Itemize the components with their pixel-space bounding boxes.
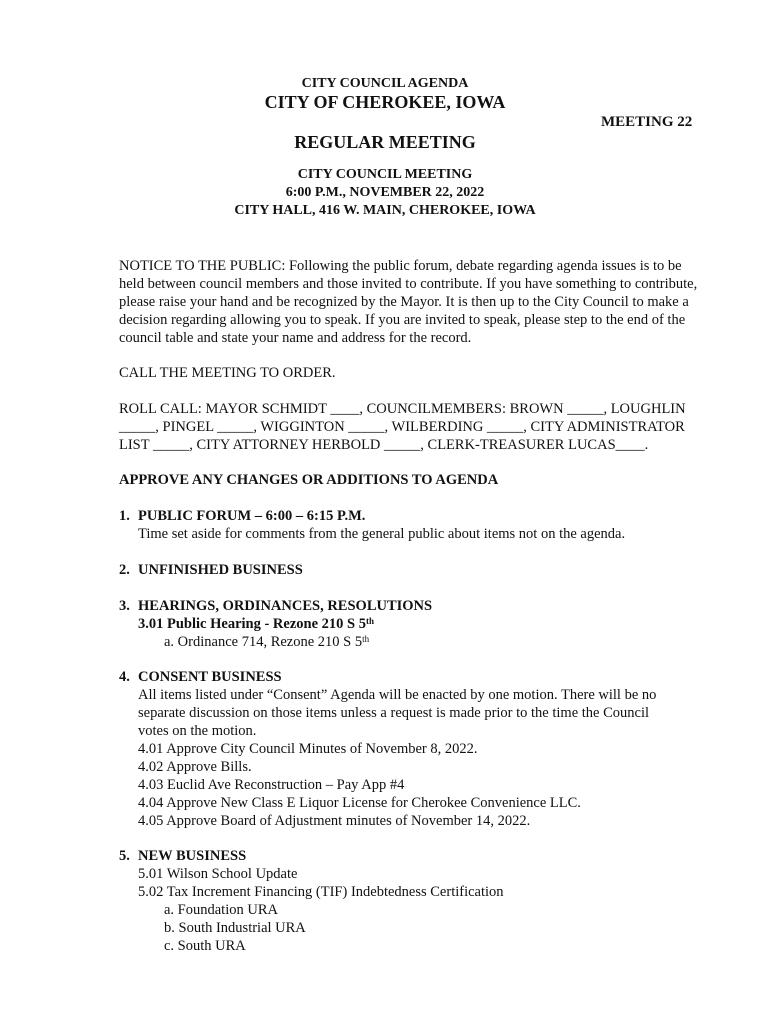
section-3-item (138, 615, 374, 633)
section-5-number: 5. (119, 848, 130, 864)
section-4-item: 4.02 Approve Bills. (138, 759, 252, 775)
section-1-title: PUBLIC FORUM – 6:00 – 6:15 P.M. (138, 508, 366, 524)
section-4-title: CONSENT BUSINESS (138, 669, 282, 685)
section-4-intro (138, 686, 656, 830)
meeting-number: MEETING 22 (601, 114, 693, 130)
notice-paragraph (119, 257, 697, 347)
section-3-title: HEARINGS, ORDINANCES, RESOLUTIONS (138, 598, 433, 614)
notice-line: held between council members and those invited to contribute. If you have something to contribute, (119, 276, 698, 292)
section-5-sub-items (164, 901, 306, 955)
section-5-title: NEW BUSINESS (138, 848, 247, 864)
section-5-sub-item: c. South URA (164, 938, 246, 954)
roll-call-line: LIST _____, CITY ATTORNEY HERBOLD _____, CLERK-TREASURER LUCAS____. (119, 437, 649, 453)
meeting-place: CITY HALL, 416 W. MAIN, CHEROKEE, IOWA (234, 203, 536, 218)
section-4-item: 4.01 Approve City Council Minutes of November 8, 2022. (138, 741, 478, 757)
ordinal-suffix: th (365, 616, 374, 626)
section-4-intro-line: All items listed under “Consent” Agenda will be enacted by one motion. There will be no (138, 687, 657, 703)
section-3-item-title: 3.01 Public Hearing - Rezone 210 S 5 (138, 616, 366, 632)
notice-line: decision regarding allowing you to speak. If you are invited to speak, please step to the end of the (119, 312, 686, 328)
call-to-order: CALL THE MEETING TO ORDER. (119, 365, 336, 381)
roll-call-line: _____, PINGEL _____, WIGGINTON _____, WILBERDING _____, CITY ADMINISTRATOR (119, 419, 685, 435)
section-5-item: 5.01 Wilson School Update (138, 866, 298, 882)
section-1-text: Time set aside for comments from the general public about items not on the agenda. (138, 526, 626, 542)
roll-call-line: ROLL CALL: MAYOR SCHMIDT ____, COUNCILMEMBERS: BROWN _____, LOUGHLIN (119, 401, 686, 417)
section-4-intro-line: separate discussion on those items unless a request is made prior to the time the Council (138, 705, 650, 721)
meeting-title: CITY COUNCIL MEETING (297, 167, 473, 182)
section-3-sub-item-text: a. Ordinance 714, Rezone 210 S 5 (164, 634, 363, 650)
agenda-heading: CITY COUNCIL AGENDA (301, 76, 469, 91)
approve-changes-heading: APPROVE ANY CHANGES OR ADDITIONS TO AGENDA (119, 472, 499, 488)
section-4-number: 4. (119, 669, 130, 685)
section-5-item: 5.02 Tax Increment Financing (TIF) Indebtedness Certification (138, 884, 504, 900)
section-2-number: 2. (119, 562, 130, 578)
roll-call (119, 400, 686, 454)
notice-line: please raise your hand and be recognized by the Mayor. It is then up to the City Council to make a (119, 294, 689, 310)
city-title: CITY OF CHEROKEE, IOWA (264, 92, 506, 112)
section-4-item: 4.05 Approve Board of Adjustment minutes of November 14, 2022. (138, 813, 531, 829)
notice-line: NOTICE TO THE PUBLIC: Following the public forum, debate regarding agenda issues is to be (119, 258, 682, 274)
section-2-title: UNFINISHED BUSINESS (138, 562, 303, 578)
section-1-number: 1. (119, 508, 130, 524)
section-3-number: 3. (119, 598, 130, 614)
notice-line: council table and state your name and address for the record. (119, 330, 472, 346)
section-5-sub-item: a. Foundation URA (164, 902, 278, 918)
ordinal-suffix: th (362, 634, 370, 644)
section-5-items (138, 865, 504, 901)
meeting-type: REGULAR MEETING (294, 132, 476, 152)
section-4-intro-line: votes on the motion. (138, 723, 257, 739)
section-4-item: 4.03 Euclid Ave Reconstruction – Pay App #4 (138, 777, 405, 793)
meeting-time: 6:00 P.M., NOVEMBER 22, 2022 (285, 185, 485, 200)
section-5-sub-item: b. South Industrial URA (164, 920, 306, 936)
section-4-item: 4.04 Approve New Class E Liquor License for Cherokee Convenience LLC. (138, 795, 581, 811)
section-3-sub-item (164, 633, 369, 651)
